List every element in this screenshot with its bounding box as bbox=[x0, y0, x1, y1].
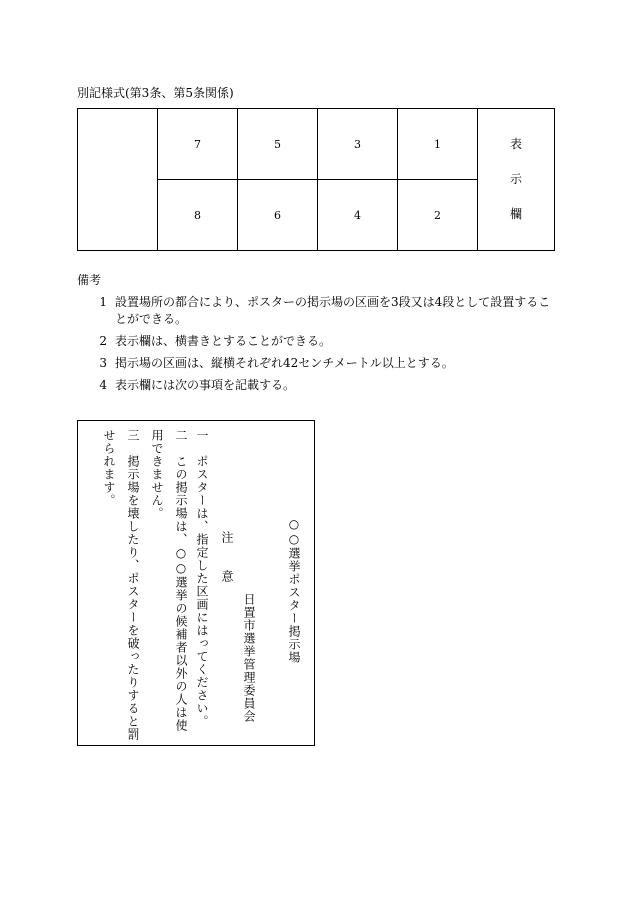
remark-item bbox=[77, 355, 560, 372]
remarks-section bbox=[77, 271, 560, 399]
display-column-char: 表 bbox=[509, 137, 522, 151]
remark-text: 掲示場の区画は、縦横それぞれ42センチメートル以上とする。 bbox=[115, 356, 454, 370]
sample-display-notice bbox=[77, 420, 315, 746]
poster-board-layout-table bbox=[77, 108, 555, 251]
remark-number: 1 bbox=[99, 295, 107, 309]
section-cell-8: 8 bbox=[158, 180, 238, 251]
section-cell-1: 1 bbox=[398, 109, 478, 180]
display-column-char: 示 bbox=[509, 172, 522, 186]
committee-name: 日置市選挙管理委員会 bbox=[242, 593, 256, 723]
notice-line-2: 二 この掲示場は、○○選挙の候補者以外の人は使用できません。 bbox=[150, 429, 188, 732]
blank-cell bbox=[78, 109, 158, 251]
section-cell-7: 7 bbox=[158, 109, 238, 180]
remark-item bbox=[77, 294, 560, 328]
table-row bbox=[78, 109, 555, 180]
caution-heading: 注 意 bbox=[220, 531, 234, 583]
section-cell-2: 2 bbox=[398, 180, 478, 251]
remark-text: 表示欄は、横書きとすることができる。 bbox=[115, 334, 332, 348]
remark-item bbox=[77, 333, 560, 350]
remark-item bbox=[77, 377, 560, 394]
section-cell-3: 3 bbox=[318, 109, 398, 180]
remark-number: 4 bbox=[99, 378, 107, 392]
display-column-cell bbox=[478, 109, 555, 251]
notice-line-1: 一 ポスターは、指定した区画にはってください。 bbox=[195, 429, 209, 728]
notice-line-3: 三 掲示場を壊したり、ポスターを破ったりすると罰せられます。 bbox=[102, 429, 140, 741]
remark-text: 設置場所の都合により、ポスターの掲示場の区画を3段又は4段として設置することができる。 bbox=[115, 295, 551, 326]
remark-number: 3 bbox=[99, 356, 107, 370]
form-heading: 別記様式(第3条、第5条関係) bbox=[77, 86, 234, 100]
remark-text: 表示欄には次の事項を記載する。 bbox=[115, 378, 296, 392]
section-cell-4: 4 bbox=[318, 180, 398, 251]
section-cell-6: 6 bbox=[238, 180, 318, 251]
notice-title: ○○選挙ポスター掲示場 bbox=[287, 517, 301, 664]
display-column-char: 欄 bbox=[509, 207, 522, 221]
remark-number: 2 bbox=[99, 334, 107, 348]
remarks-title: 備考 bbox=[77, 273, 102, 287]
section-cell-5: 5 bbox=[238, 109, 318, 180]
